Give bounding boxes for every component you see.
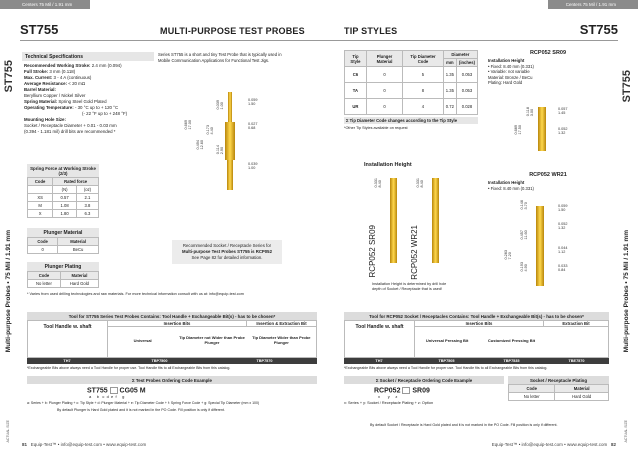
order-code-force: M xyxy=(139,387,146,395)
install-note: Installation Height is determined by drill hole depth of Socket / Receptacle that is used! xyxy=(372,282,447,291)
ordering-right-note: By default Socket / Receptacle is Hard Gold plated and it is not marked in the PO Code. Fill position is only if different. xyxy=(370,423,558,427)
right-side-long-title: Multi-purpose Probes • 75 Mil / 1.91 mm xyxy=(623,230,630,353)
tech-specs xyxy=(22,52,154,137)
right-page-title: ST755 xyxy=(579,22,618,37)
table-row: XS 0.57 2.1 xyxy=(28,194,99,202)
spring-material: Spring Material: Spring Steel Gold Plated xyxy=(24,99,107,104)
dim-label: 0.052 1.32 xyxy=(558,222,568,230)
dim-label: 0.146 3.70 xyxy=(520,200,528,210)
table-row: C6 0 5 1.35 0.053 xyxy=(345,67,478,83)
left-header-tag: Centers 75 Mil / 1.91 mm xyxy=(0,0,90,9)
probe-drawing xyxy=(184,80,288,230)
left-side-strip xyxy=(3,60,17,443)
ordering-right: Σ Socket / Receptacle Ordering Code Example RCP052 SR09 x y z x: Series + y: Socket / Receptacle Plating + z: Option xyxy=(344,376,504,405)
table-row: M 1.08 3.8 xyxy=(28,202,99,210)
tools-right: Tool for RCP052 Socket / Receptacles Contains: Tool Handle + Exchangeable Bit(s) - has to be chosen* Tool Handle w. shaft Insertion Bits Extraction Bit Universal Pressing Bit Customized Pressing Bit TH7 TBP7505 TBP7535 TBE7570 *Exchangeable Bits above always need a Tool Handle for proper use. Tool Handle fits to all Exchangeable Bits from this catalog. xyxy=(344,312,609,370)
probe-plunger xyxy=(228,92,232,122)
right-page-number: 82 xyxy=(610,442,616,447)
dim-label: 0.052 1.32 xyxy=(558,127,568,135)
spec-line: Recommended Working Stroke: 2.4 mm (0.094) xyxy=(24,63,122,68)
rcp-wr21: RCP052 WR21 Installation Height • Fixed: 8.40 mm (0.331) xyxy=(488,172,567,191)
barrel-value: Beryllium Copper / Nickel Silver xyxy=(24,93,86,98)
dim-label: 0.494 12.60 xyxy=(196,140,204,150)
wr21-receptacle xyxy=(536,206,544,286)
tip-styles-table: Tip Style Plunger Material Tip Diameter Code Diameter mm (inches) C6 0 5 1.35 0.053 TA 0 8 1.35 0.053 UR 0 4 0.72 0.028 Σ Tip Diameter Code changes according to the Tip Style *Other Tip Styles available on request xyxy=(344,50,478,130)
probe-barrel xyxy=(225,122,235,160)
tip-styles-title: TIP STYLES xyxy=(344,26,398,36)
dim-label: 0.039 1.00 xyxy=(216,100,224,110)
operating-temp: Operating Temperature: - 30 °C up to + 120 °C xyxy=(24,105,119,110)
install-probe-b xyxy=(432,178,439,263)
order-code-body: SR09 xyxy=(412,387,430,395)
left-side-long-title: Multi-purpose Probes • 75 Mil / 1.91 mm xyxy=(5,230,12,353)
dim-label: 0.193 4.90 xyxy=(520,262,528,272)
right-footer xyxy=(492,442,616,447)
order-code-body: CG05 xyxy=(119,387,138,395)
table-row: 0 BeCu xyxy=(28,246,99,254)
dim-label: 0.331 8.40 xyxy=(374,178,382,188)
spring-force-table: Spring Force at Working Stroke (2/3) Code Rated force (N) (oz) XS 0.57 2.1 M 1.08 3.8 X 1.80 6.3 xyxy=(27,164,99,218)
tip-note: Σ Tip Diameter Code changes according to the Tip Style xyxy=(344,117,478,124)
table-row: UR 0 4 0.72 0.028 xyxy=(345,99,478,115)
tip-note-other: *Other Tip Styles available on request xyxy=(344,126,408,130)
drill-note: * Varies from used drilling technologies and raw materials. For more technical information consult with us at: info@equip-test.com xyxy=(27,292,244,296)
plunger-plating-table: Plunger Plating Code Material No letter Hard Gold xyxy=(27,262,99,288)
right-side-strip xyxy=(621,60,635,443)
install-title: Installation Height xyxy=(364,162,412,168)
rcp-sr09: RCP052 SR09 Installation Height • Fixed: 8.40 mm (0.331) • Variable: not variable Material: Bronze / BeCu Plating: Hard Gold xyxy=(488,50,567,85)
install-drawing xyxy=(360,170,470,280)
tech-specs-heading: Technical Specifications xyxy=(22,52,154,61)
right-header-tag: Centers 75 Mil / 1.91 mm xyxy=(548,0,638,9)
wr21-drawing xyxy=(500,200,600,295)
install-probe-a xyxy=(390,178,397,263)
ordering-left: Σ Test Probes Ordering Code Example ST755 CG05 M a b c d e f g a: Series + b: Plunger Plating + c: Tip Style + d: Plunger Material + e: Tip Diameter Code + f: Spring Force Code + g: Special Tip Diameter (mm x 100) By default Plunger is Hard Gold plated and it is not marked in the PO Code. Fill position is only if different. xyxy=(27,376,317,412)
plunger-material-heading: Plunger Material xyxy=(27,228,99,237)
left-page-title: ST755 xyxy=(20,22,59,37)
dim-label: 0.283 7.20 xyxy=(504,250,512,260)
dim-label: 0.114 2.90 xyxy=(216,145,224,155)
left-actual-size: ACTUAL SIZE xyxy=(6,420,10,443)
table-row: TA 0 8 1.35 0.053 xyxy=(345,83,478,99)
probe-tail xyxy=(227,160,233,190)
order-code-series: RCP052 xyxy=(374,387,401,395)
left-footer-text[interactable]: Equip-Test™ • info@equip-test.com • www.equip-test.com xyxy=(30,442,147,447)
plunger-plating-heading: Plunger Plating xyxy=(27,262,99,271)
plunger-material-table: Plunger Material Code Material 0 BeCu xyxy=(27,228,99,254)
order-code-series: ST755 xyxy=(87,387,108,395)
dim-label: 0.331 8.40 xyxy=(416,178,424,188)
mount-value-1: Socket / Receptacle Diameter + 0.01 - 0.03 mm xyxy=(24,123,117,128)
left-footer xyxy=(22,442,146,447)
install-label-b: RCP052 WR21 xyxy=(410,225,419,280)
dim-label: 0.039 1.00 xyxy=(248,162,258,170)
table-row: No letter Hard Gold xyxy=(509,393,609,401)
mount-label: Mounting Hole Size: xyxy=(24,117,66,122)
socket-plating: Socket / Receptacle Plating Code Material No letter Hard Gold xyxy=(508,376,609,401)
dim-label: 0.689 17.50 xyxy=(514,125,522,135)
dim-label: 0.059 1.50 xyxy=(248,98,258,106)
dim-label: 0.669 17.00 xyxy=(184,120,192,130)
right-actual-size: ACTUAL SIZE xyxy=(624,420,628,443)
spec-line: Max. Current: 3 - 4 A (continuous) xyxy=(24,75,92,80)
title-divider xyxy=(20,40,618,41)
spec-line: Average Resistance: < 20 mΩ xyxy=(24,81,86,86)
center-title: MULTI-PURPOSE TEST PROBES xyxy=(160,26,305,36)
spring-force-heading: Spring Force at Working Stroke (2/3) xyxy=(27,164,99,177)
spec-line: Full Stroke: 3 mm (0.118) xyxy=(24,69,76,74)
dim-label: 0.057 1.45 xyxy=(558,107,568,115)
left-side-big-title: ST755 xyxy=(3,60,15,93)
sr09-receptacle xyxy=(538,107,546,151)
install-label-a: RCP052 SR09 xyxy=(368,225,377,278)
dim-label: 0.027 0.68 xyxy=(248,122,258,130)
dim-label: 0.044 1.12 xyxy=(558,246,568,254)
dim-label: 0.173 4.40 xyxy=(206,125,214,135)
dim-label: 0.059 1.50 xyxy=(558,204,568,212)
sr09-drawing xyxy=(510,105,590,155)
table-row: No letter Hard Gold xyxy=(28,280,99,288)
mount-value-2: (0.394 - 1.181 mil) drill bits are recommended * xyxy=(24,129,116,134)
left-page-number: 81 xyxy=(22,442,28,447)
dim-label: 0.033 0.84 xyxy=(558,264,568,272)
right-footer-text[interactable]: Equip-Test™ • info@equip-test.com • www.equip-test.com xyxy=(491,442,608,447)
table-row: X 1.80 6.3 xyxy=(28,210,99,218)
dim-label: 0.457 11.60 xyxy=(520,230,528,240)
recommend-box: Recommended Socket / Receptacle Series for Multi-purpose Test Probes ST755 is RCP052 See Page 82 for detailed information. xyxy=(172,240,282,264)
dim-label: 0.118 3.00 xyxy=(526,107,534,117)
operating-temp-f: (- 22 °F up to + 248 °F) xyxy=(82,111,128,116)
right-side-big-title: ST755 xyxy=(621,70,633,103)
barrel-label: Barrel Material: xyxy=(24,87,56,92)
series-intro: Series ST755 is a short and tiny Test Probe that is typically used in Mobile Communication Applications for Functional Test Jigs. xyxy=(158,52,282,63)
tools-left: Tool for ST755 Series Test Probes Contains: Tool Handle + Exchangeable Bit(s) - has to be chosen* Tool Handle w. shaft Insertion Bits Insertion & Extraction Bit Universal Tip Diameter not Wider than Probe Plunger Tip Diameter Wider than Probe Plunger TH7 TBP7500 TBP7570 *Exchangeable Bits above always need a Tool Handle for proper use. Tool Handle fits to all Exchangeable Bits from this catalog. xyxy=(27,312,317,370)
